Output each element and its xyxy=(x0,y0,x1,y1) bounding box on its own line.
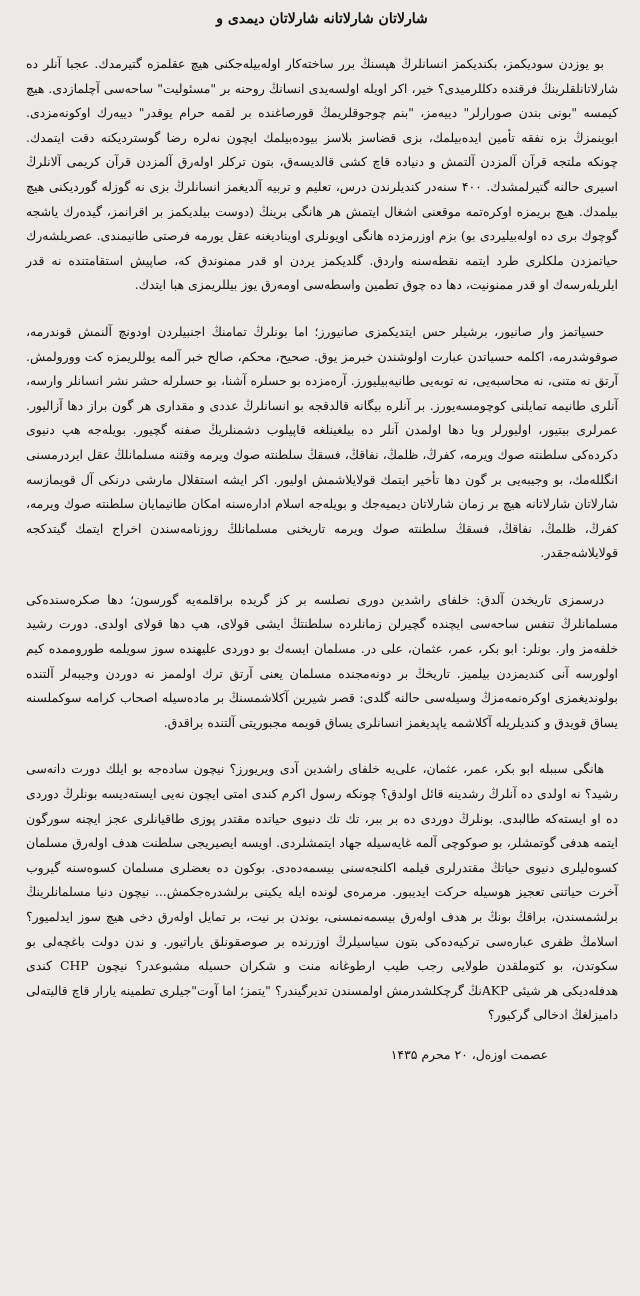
paragraph-2: حسیاتمز وار صانیور، برشیلر حس ایتدیکمزی صانیورز؛ اما بونلرڭ تمامنڭ اجنبیلردن اودونچ آلنمش قوندرمه، صوقوشدرمه، اکلمه حسیاتدن عبارت اولوشندن خبرمز یوق. صحیح، محکم، صالح خبر آلمه یوللریمزه کت وورولمش. آرتق نه متنی، نه محاسبه‌یی، نه توبه‌یی طانیه‌بیلیورز. آره‌مزده بو حسلره آشنا، بو حسلرله حشر نشر انسانلر وارسه، آنلری طانیمه تمایلنی کوچومسه‌یورز. بر آنلره بیگانه قالدقجه بو انسانلرڭ عددی و مقداری هر گون براز دها آزالیور. عمرلری بیتیور، اولیورلر ویا دها اولمدن آنلر ده بیلغینلغه قاپیلوب دشمنلریڭ صفنه گچیور. بویله‌جه هپ دنیوی دکرده‌کی سلطنته صوك ویرمه، کفرڭ، ظلمڭ، نفاقڭ، فسقڭ سلطنته صوك ویرمه وقتنه مسلمانلڭ عقل ایردرمسنی انگللەمك، بو وجیبه‌یی بر گون دها تأخیر ایتمك قولایلاشمش اولیور. اکر ایشه استقلال مارشی درنکی آل قویمازسه شارلاتان شارلاتانه هیچ بر زمان شارلاتان دیمیه‌جك و بویله‌جه اسلام اداره‌سنه امکان طانیمایان سلطنته صوك ویرمه، کفرڭ، ظلمڭ، نفاقڭ، فسقڭ سلطنته صوك ویرمه تاریخنی مسلمانلڭ روزنامه‌سندن اخراج ایتمك گیتدکجه قولایلاشه‌جقدر. xyxy=(26,323,618,561)
document-title: شارلاتان شارلاتانه شارلاتان دیمدی و xyxy=(216,11,428,27)
paragraph-4: هانگی سببله ابو بکر، عمر، عثمان، علی‌یه خلفای راشدین آدی ویریورز؟ نیچون ساده‌جه بو ایلك دورت دانه‌سی رشید؟ نه اولدی ده آنلرڭ رشدینه قائل اولدق؟ چونکه رسول اکرم کندی امتی ایچون نه‌یی ایسته‌دیسه بونلرڭ دوردی ده او ایسته‌کە طالبدی. بونلرڭ دوردی ده بر ببر، تك تك دنیوی حیاتده مقتدر پوزی طاقیانلری عجز ایچنه سورگون ایتمه هدفی گوتمشلر، بو صوکوچی آلمه غایه‌سیله جهاد ایتمشلردی. اویسه ایصیریجی سلطنت هدف اولەرق مسلمان کسوه‌لیلری دنیوی حیاتڭ مقتدرلری قیلمه اکلنجه‌سنی بیسمه‌ده‌دی. بوکون ده بعضلری مسلمان کسوه‌سنه گیروب آخرت حیاتنی تعجیز هوسیله حرکت ایدیبور. مرمره‌ی لونده ایله یکینی برلشدره‌جکمش... نیچون دنیا مسلمانلرینڭ برلشمسندن، براقڭ بونڭ بر هدف اولەرق بیسمه‌نمسنی، بوندن بر نیت، بر تمایل اولەرق دخی هیچ سوز ایدلمیور؟ اسلامڭ ظفری عباره‌سی ترکیه‌ده‌کی بتون سیاسیلرڭ اوزرنده بر صوصقونلق یاراتیور. و ندن دولت باغچه‌لی بو سکوتدن، بو کتوملقدن طولایی رجب طیب ارطوغانه منت و شکران حسیله مشبوعدر؟ نیچون CHP کندی هدفله‌دیکی هر شیئی AKPنڭ گرچکلشدرمش اولمسندن تدیرگیندر؟ "یتمز؛ اما آوت"جیلری تطمینه یارار قاچ قالیته‌لی دامیزلغڭ ادخالی گرکیور؟ xyxy=(26,761,618,1023)
paragraph-3: درسمزی تاریخدن آلدق: خلفای راشدین دوری نصلسه بر کز گریده براقلمه‌یه گورسون؛ دها صکره‌سنده‌کی مسلمانلرڭ تنفس ساحه‌سی ایچنده گچیرلن زمانلرده سلطنتڭ ایشی قولای، هپ دها قولای اولدی. دورت رشید خلفه‌مز وار. بونلر: ابو بکر، عمر، عثمان، علی در. مسلمان ایسه‌ك بو دوردی علیهنده سوز سویلمه طوروممده کیم اولورسه آنی کندیمزدن بیلمیز. تاریخڭ بر دونه‌مجنده مسلمان یعنی آرتق ترك اولممز نه دوردن وجیبه‌لر آلتنده بولوندیغمزی اوکره‌نمه‌مزڭ وسیله‌سی حالنه گلدی: قصر شیرین آکلاشمسنڭ بر ماده‌سیله اصحاب کرامه سوکملسنه یساق قویدق و کندیلریله آکلاشمه یاپدیغمز انسانلری یساق قویمه مجبوریتی آلتنده براقدق. xyxy=(26,591,618,730)
paragraph-1: بو یوزدن سودیکمز، بکندیکمز انسانلرڭ هپسنڭ برر ساخته‌کار اوله‌بیله‌جکنی هیچ عقلمزه گتیرمدك. عجبا آنلر ده شارلاتانلقلرینڭ فرقنده دکللرمیدی؟ خیر، اکر اویله اولسه‌یدی انسانڭ روحنه بر "مسئولیت" ساحه‌سی آچلمازدی. هیچ کیمسه "بونی بندن صورارلر" دییه‌مز، "بنم چوجوقلریمڭ قورصاغنده بر لقمه حرام یوقدر" دییه‌رك اوکونه‌مزدی. ابوینمزڭ بزه نفقه تأمین ایده‌بیلمك، بزی قضاسز بلاسز بیودەبیلمك ایچون نه‌لره رضا گوستردیکنه دقت ایتمدك. چونکه ملتجه قرآن آلمزدن آلتمش و دنیاده قاچ کشی قالدیسەق، بتون ترکلر اولەرق آلمزدن قرآن کریمی آلانلرڭ اسیری حالنه گتیرلمشدك. ۴۰۰ سنه‌در کندیلرندن درس، تعلیم و تربیه آلدیغمز انسانلرڭ بزی نه گوزله گوردیکنی هیچ بیلمدك. هیچ بریمزه اوکرەتمه موقعنی اشغال ایتمش هر هانگی برینڭ (دوست بیلدیکمز بر اقرانمز، گیده‌رك یاشجه گوچوك بری ده اوله‌بیلیردی بو) بزم اوزرمزده هانگی اویونلری اویناديغنه عقل یورمه فرصتی طانیمندی. عصریلشه‌رك حیاتمزدن ملکلری طرد ایتمه نقطه‌سنه واردق. گلدیکمز یردن او قدر ممنوندق که، صاپیش استقامتنده نه قدر ایلریلەرسەك او قدر ممنونیت، دها ده چوق تطمین واسطه‌سی اومەرق یوز بیللریمزی هبا ایتدك. xyxy=(26,56,618,293)
author-signature: عصمت اوزەل، ۲۰ محرم ۱۴۳۵ xyxy=(390,1046,548,1062)
